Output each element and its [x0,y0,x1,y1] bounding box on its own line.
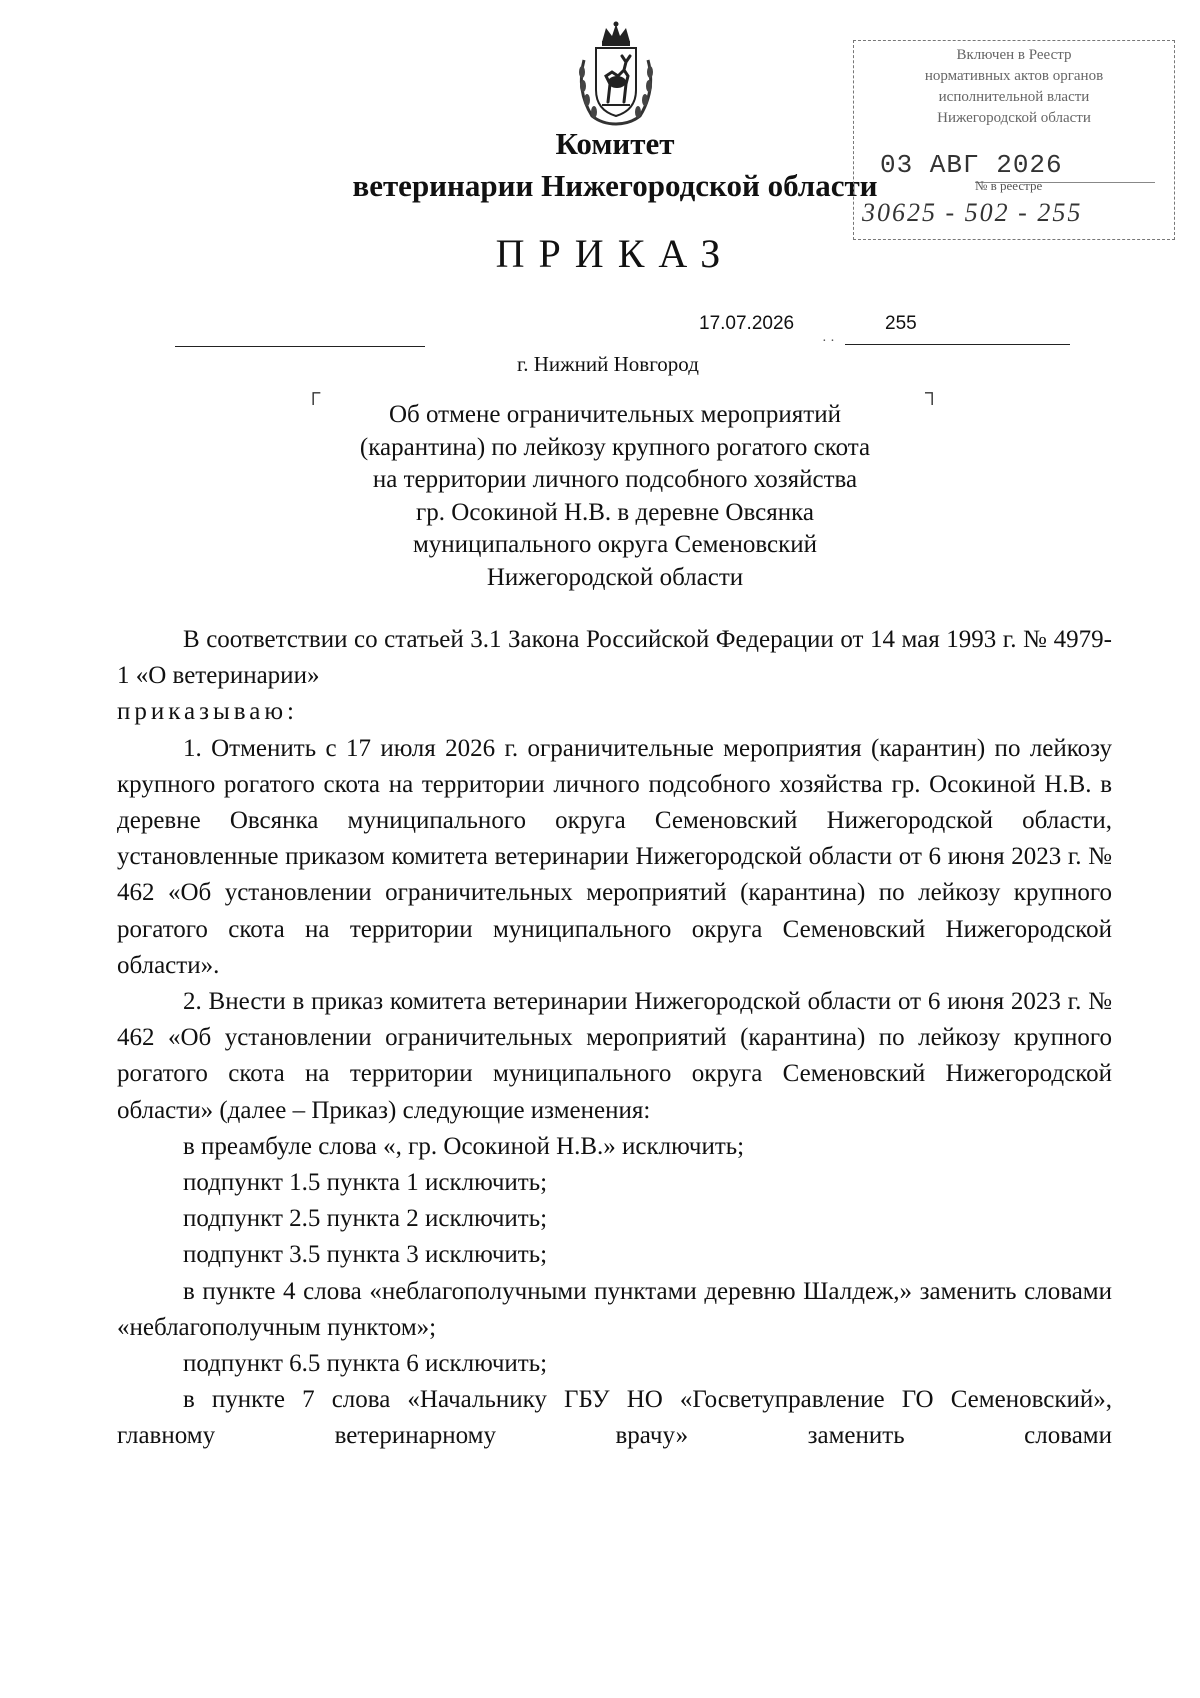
item-2-paragraph: 2. Внести в приказ комитета ветеринарии Нижегородской области от 6 июня 2023 г. № 462 «Об установлении ограничительных мероприятий (карантина) по лейкозу крупного рогатого скота на территории муниципального округа Семеновский Нижегородской области» (далее – Приказ) следующие изменения: [117,988,1112,1124]
title-line: (карантина) по лейкозу крупного рогатого скота [359,433,871,461]
document-city: г. Нижний Новгород [517,352,699,376]
item-1-paragraph: 1. Отменить с 17 июля 2026 г. ограничительные мероприятия (карантин) по лейкозу крупного рогатого скота на территории личного подсобного хозяйства гр. Осокиной Н.В. в деревне Овсянка муниципального округа Семеновский Нижегородской области, установленные приказом комитета ветеринарии Нижегородской области от 6 июня 2023 г. № 462 «Об установлении ограничительных мероприятий (карантина) по лейкозу крупного рогатого скота на территории муниципального округа Семеновский Нижегородской области». [117,734,1112,979]
organization-name-line2: ветеринарии Нижегородской области [352,168,878,203]
document-type: ПРИКАЗ [495,231,735,276]
preamble-paragraph: В соответствии со статьей 3.1 Закона Российской Федерации от 14 мая 1993 г. № 4979-1 «О ветеринарии» [117,626,1112,690]
change-item: в пункте 7 слова «Начальнику ГБУ НО «Госветуправление ГО Семеновский», главному ветеринарному врачу» заменить словами [117,1386,1112,1450]
title-corner-left: ┌ [306,382,321,404]
stamp-date: 03 АВГ 2026 [880,150,1063,180]
document-body [117,622,1112,1455]
document-number: 255 [885,313,917,334]
title-line: гр. Осокиной Н.В. в деревне Овсянка [416,498,814,526]
date-underline [175,346,425,347]
organization-name-line1: Комитет [555,126,675,161]
coat-of-arms-icon [572,20,660,126]
title-line: Нижегородской области [486,563,744,591]
order-word: приказываю: [117,698,298,726]
change-item: подпункт 1.5 пункта 1 исключить; [183,1169,548,1197]
document-date: 17.07.2026 [699,313,795,334]
number-prefix-marks: · · [822,334,835,349]
stamp-registry-number: 30625 - 502 - 255 [862,198,1083,227]
change-item: в пункте 4 слова «неблагополучными пунктами деревню Шалдеж,» заменить словами «неблагополучным пунктом»; [117,1277,1112,1341]
title-corner-right: ┐ [925,382,940,404]
stamp-registry-note: № в реестре [975,178,1043,193]
stamp-line: Нижегородской области [937,110,1091,126]
title-line: на территории личного подсобного хозяйства [372,466,858,493]
document-title [300,399,930,594]
change-item: подпункт 3.5 пункта 3 исключить; [183,1241,548,1269]
title-line: муниципального округа Семеновский [412,531,818,558]
title-line: Об отмене ограничительных мероприятий [388,401,841,428]
change-item: подпункт 2.5 пункта 2 исключить; [183,1205,548,1233]
change-item: в преамбуле слова «, гр. Осокиной Н.В.» исключить; [183,1132,745,1160]
change-item: подпункт 6.5 пункта 6 исключить; [183,1350,548,1378]
stamp-line: исполнительной власти [938,89,1090,105]
stamp-line: Включен в Реестр [956,47,1072,63]
number-underline [845,344,1070,345]
stamp-line: нормативных актов органов [924,68,1104,84]
